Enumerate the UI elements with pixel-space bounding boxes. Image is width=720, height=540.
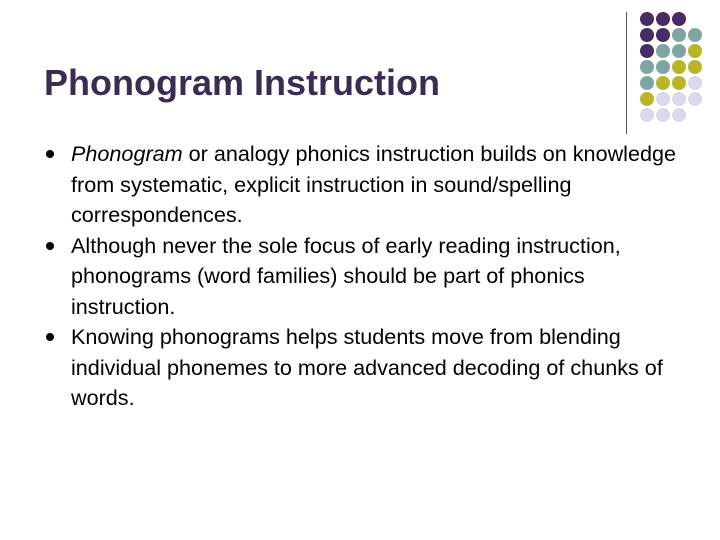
bullet-text: Knowing phonograms helps students move from blending individual phonemes to more advanced decoding of chunks of words. xyxy=(71,324,663,410)
decorative-dot xyxy=(640,76,654,90)
decorative-dot xyxy=(640,60,654,74)
decorative-dot xyxy=(656,12,670,26)
slide-title: Phonogram Instruction xyxy=(44,62,440,103)
bullet-item xyxy=(46,322,686,414)
decorative-dot xyxy=(672,76,686,90)
bullet-item xyxy=(46,139,686,231)
decorative-dot xyxy=(656,108,670,122)
decorative-dot xyxy=(672,44,686,58)
decorative-dot xyxy=(672,28,686,42)
decorative-dot xyxy=(672,12,686,26)
decorative-dot xyxy=(640,108,654,122)
bullet-text: or analogy phonics instruction builds on knowledge from systematic, explicit instruction in sound/spelling correspondences. xyxy=(71,141,677,227)
bullet-icon xyxy=(46,333,54,341)
decorative-dot xyxy=(688,60,702,74)
decorative-dot xyxy=(656,28,670,42)
bullet-icon xyxy=(46,150,54,158)
decorative-dot xyxy=(688,44,702,58)
bullet-list xyxy=(46,139,686,414)
bullet-text: Although never the sole focus of early reading instruction, phonograms (word families) should be part of phonics instruction. xyxy=(71,232,621,319)
bullet-lead-italic: Phonogram xyxy=(71,141,183,166)
decorative-dot xyxy=(656,60,670,74)
decorative-dot xyxy=(656,92,670,106)
decorative-dot xyxy=(672,108,686,122)
decorative-dot xyxy=(640,12,654,26)
decorative-dot xyxy=(688,92,702,106)
bullet-icon xyxy=(46,242,54,250)
decorative-dot xyxy=(656,76,670,90)
decorative-dot xyxy=(640,44,654,58)
decorative-dot xyxy=(672,60,686,74)
bullet-item xyxy=(46,231,686,323)
decorative-dot xyxy=(640,28,654,42)
decorative-dot xyxy=(640,92,654,106)
divider-line xyxy=(626,12,627,134)
decorative-dot xyxy=(672,92,686,106)
decorative-dot xyxy=(688,76,702,90)
decorative-dot xyxy=(656,44,670,58)
decorative-dot xyxy=(688,28,702,42)
